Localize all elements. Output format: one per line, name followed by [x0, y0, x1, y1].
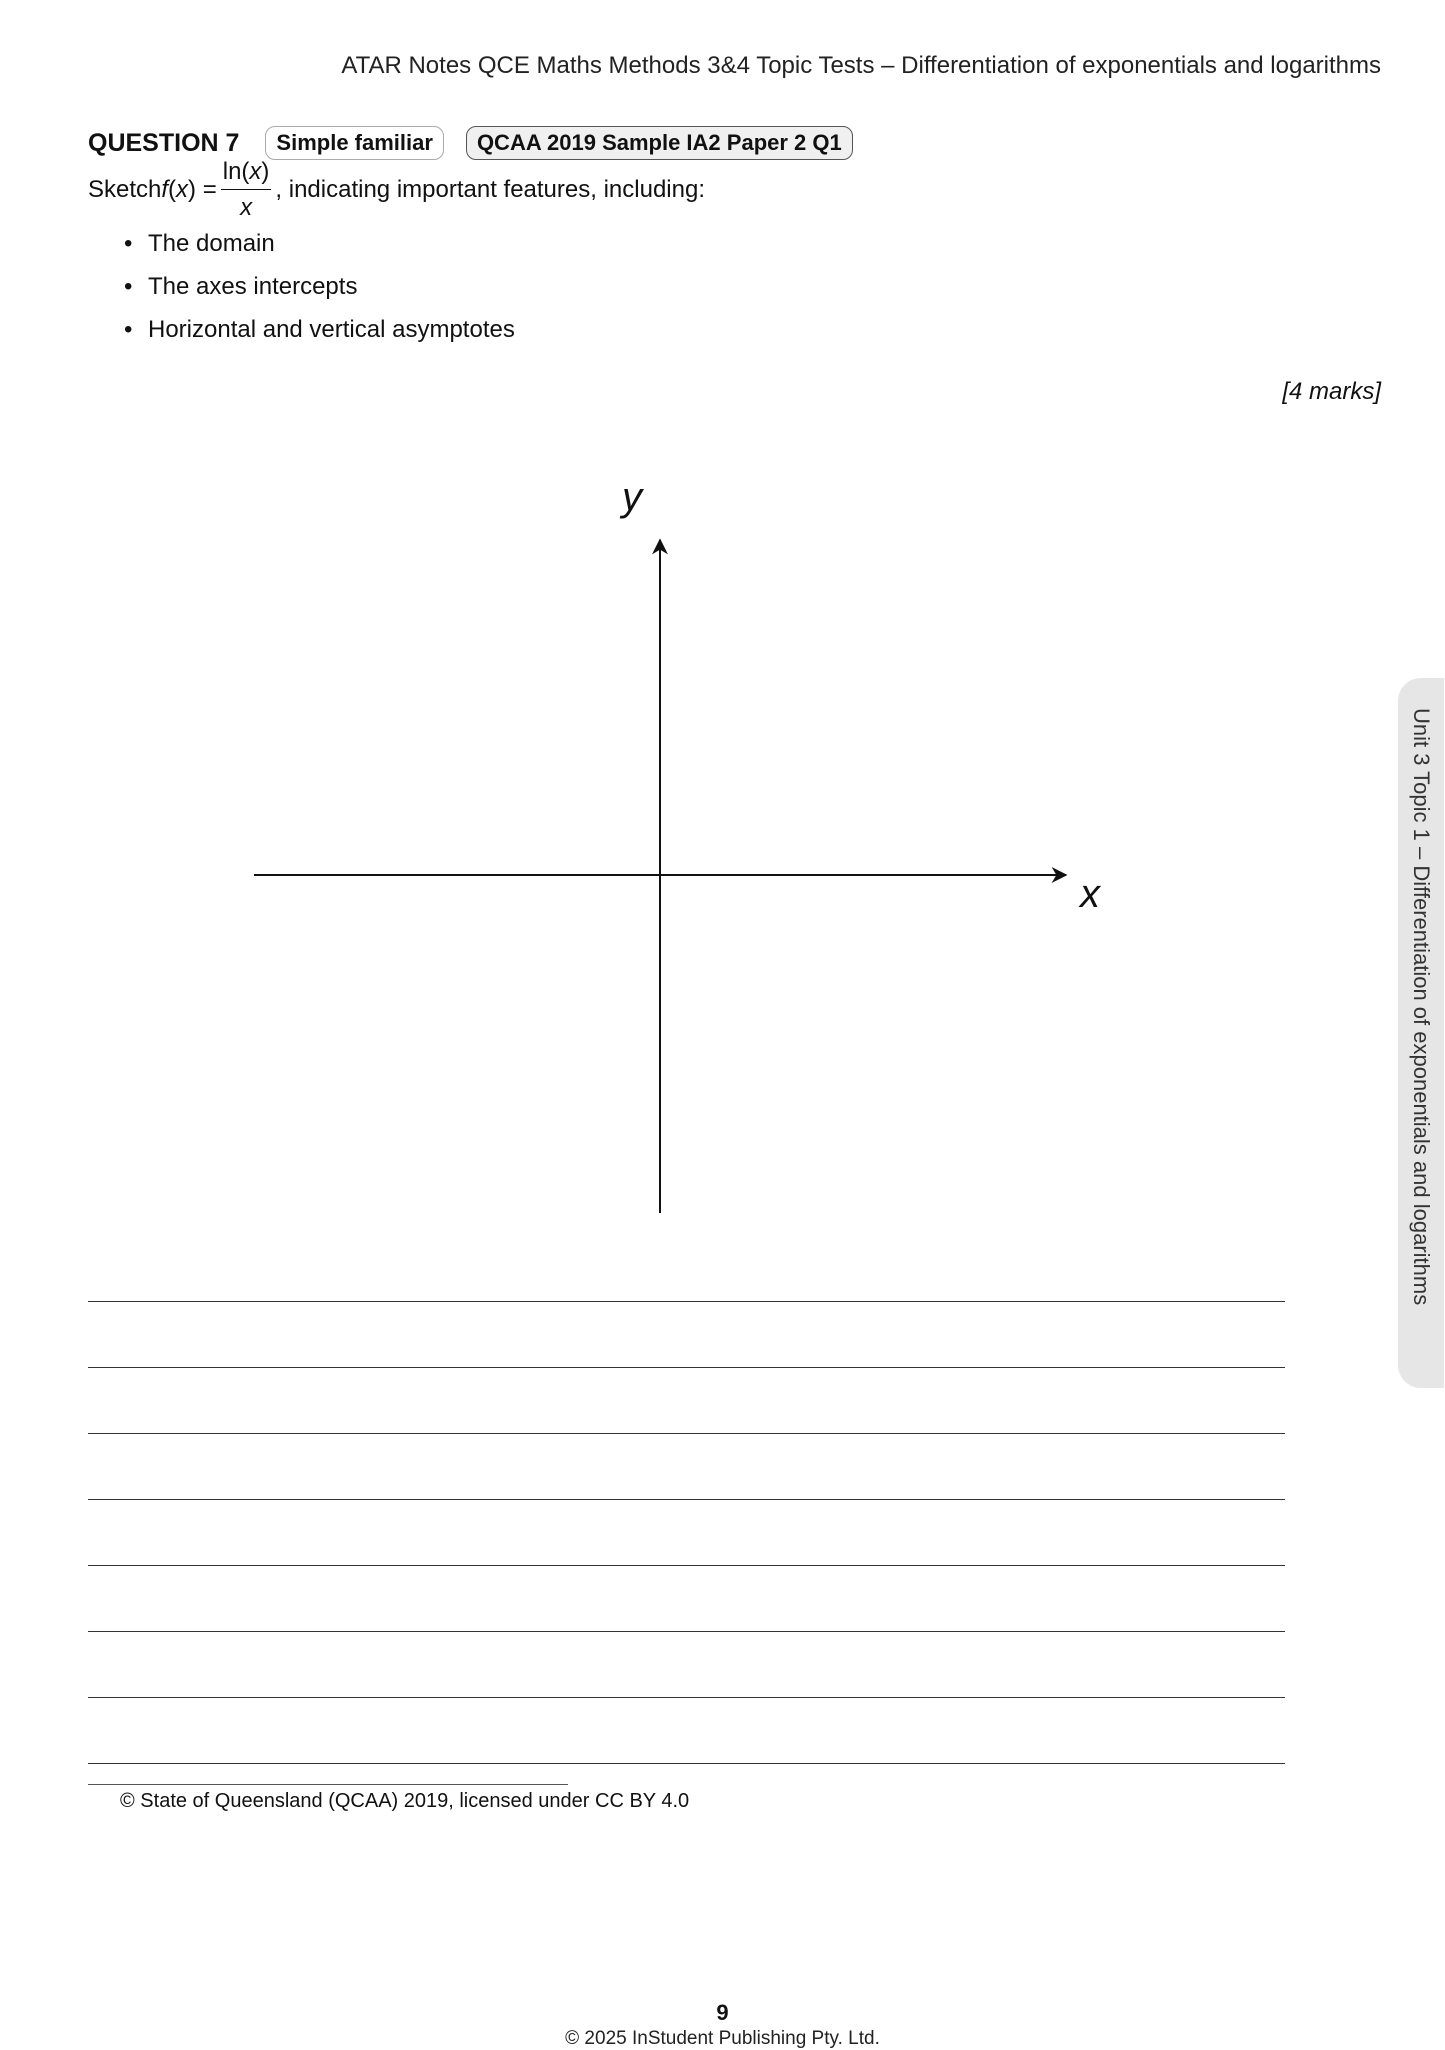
numerator-close: ) — [261, 158, 270, 185]
feature-item-intercepts: • The axes intercepts — [124, 273, 515, 316]
copyright-notice: © 2025 InStudent Publishing Pty. Ltd. — [565, 2028, 880, 2049]
answer-line[interactable] — [88, 1697, 1285, 1698]
answer-line[interactable] — [88, 1301, 1285, 1302]
answer-line[interactable] — [88, 1631, 1285, 1632]
numerator-fn: ln( — [222, 158, 250, 185]
question-number: QUESTION 7 — [88, 128, 240, 157]
answer-line[interactable] — [88, 1367, 1285, 1368]
y-axis-label: y — [622, 475, 642, 519]
footnote-divider — [88, 1784, 568, 1785]
source-footnote: © State of Queensland (QCAA) 2019, licensed under CC BY 4.0 — [120, 1790, 690, 1812]
function-close: ) = — [188, 176, 217, 203]
answer-line[interactable] — [88, 1763, 1285, 1764]
x-axis-label: x — [1080, 872, 1100, 916]
answer-line[interactable] — [88, 1499, 1285, 1500]
feature-item-asymptotes: • Horizontal and vertical asymptotes — [124, 316, 515, 359]
prompt-start: Sketch — [88, 176, 162, 203]
prompt-end: , indicating important features, including: — [275, 176, 705, 203]
difficulty-badge: Simple familiar — [265, 126, 444, 160]
function-var: x — [176, 176, 189, 203]
running-header: ATAR Notes QCE Maths Methods 3&4 Topic Tests – Differentiation of exponentials and logarithms — [341, 52, 1381, 79]
function-name: f — [161, 176, 169, 203]
feature-item-domain: • The domain — [124, 230, 515, 273]
fraction-denominator: x — [240, 194, 253, 221]
side-tab-label: Unit 3 Topic 1 – Differentiation of exponentials and logarithms — [1409, 708, 1434, 1306]
source-badge: QCAA 2019 Sample IA2 Paper 2 Q1 — [466, 126, 853, 160]
answer-line[interactable] — [88, 1565, 1285, 1566]
numerator-var: x — [249, 158, 262, 185]
function-open: ( — [168, 176, 177, 203]
page-number: 9 — [716, 2000, 729, 2025]
answer-line[interactable] — [88, 1433, 1285, 1434]
marks-label: [4 marks] — [1282, 378, 1381, 405]
